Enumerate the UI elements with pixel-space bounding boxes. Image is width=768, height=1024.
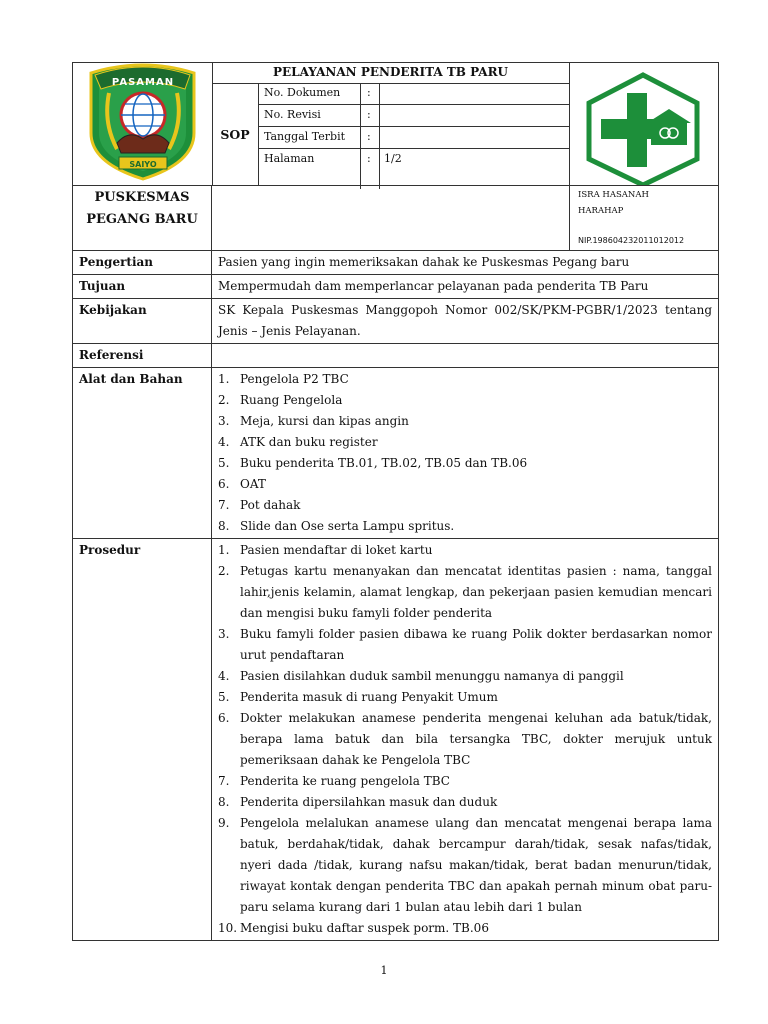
doc-field-label: No. Dokumen <box>264 86 341 99</box>
row-key: Alat dan Bahan <box>73 368 212 538</box>
row-key: Kebijakan <box>73 299 212 343</box>
list-item: 1. Pengelola P2 TBC <box>218 372 349 386</box>
logo-bottom-text: SAIYO <box>129 160 157 169</box>
list-item: 6. Dokter melakukan anamese penderita mengenai keluhan ada batuk/tidak, berapa lama batuk dan bila tersangka TBC, dokter merujuk untuk pemeriksaan dahak ke Pengelola TBC <box>218 711 712 767</box>
doc-field-separator: : <box>360 127 380 148</box>
header-second-row <box>72 185 719 251</box>
doc-field-label: No. Revisi <box>264 108 321 121</box>
row-value <box>212 368 718 538</box>
list-item: 6. OAT <box>218 477 266 491</box>
list-item: 4. ATK dan buku register <box>218 435 378 449</box>
list-item: 5. Buku penderita TB.01, TB.02, TB.05 dan TB.06 <box>218 456 528 470</box>
organization-line-2: PEGANG BARU <box>86 212 198 227</box>
list-item: 7. Penderita ke ruang pengelola TBC <box>218 774 450 788</box>
pasaman-regency-logo <box>73 63 212 185</box>
signer-name-line-2: HARAHAP <box>578 206 624 216</box>
header-table <box>72 62 719 186</box>
list-item: 10. Mengisi buku daftar suspek porm. TB.06 <box>218 921 489 935</box>
doc-field-label: Halaman <box>264 152 315 165</box>
row-value: Pasien yang ingin memeriksakan dahak ke Puskesmas Pegang baru <box>218 255 630 269</box>
document-info-cell <box>212 63 570 185</box>
doc-field-row <box>258 105 569 127</box>
row-key: Pengertian <box>73 251 212 274</box>
row-value: SK Kepala Puskesmas Manggopoh Nomor 002/SK/PKM-PGBR/1/2023 tentang Jenis – Jenis Pelayanan. <box>218 303 712 338</box>
row-key: Prosedur <box>73 539 212 940</box>
list-item: 3. Buku famyli folder pasien dibawa ke ruang Polik dokter berdasarkan nomor urut pendaftaran <box>218 627 712 662</box>
row-value: Mempermudah dam memperlancar pelayanan pada penderita TB Paru <box>218 279 649 293</box>
row-prosedur <box>73 538 718 940</box>
doc-field-separator: : <box>360 105 380 126</box>
row-tujuan <box>73 274 718 298</box>
list-item: 1. Pasien mendaftar di loket kartu <box>218 543 433 557</box>
row-kebijakan <box>73 298 718 343</box>
doc-field-separator: : <box>360 149 380 189</box>
document-fields <box>258 83 569 189</box>
sop-label: SOP <box>212 83 259 185</box>
doc-field-separator: : <box>360 83 380 104</box>
alat-list <box>218 369 712 537</box>
row-value <box>212 344 718 367</box>
doc-field-value: 1/2 <box>384 152 402 165</box>
list-item: 3. Meja, kursi dan kipas angin <box>218 414 409 428</box>
doc-field-label: Tanggal Terbit <box>264 130 346 143</box>
row-pengertian <box>73 250 718 274</box>
puskesmas-logo <box>569 63 718 185</box>
list-item: 2. Ruang Pengelola <box>218 393 343 407</box>
doc-field-row <box>258 127 569 149</box>
document-title: PELAYANAN PENDERITA TB PARU <box>212 65 569 84</box>
puskesmas-logo-cell <box>569 63 718 185</box>
row-value <box>212 539 718 940</box>
row-key: Referensi <box>73 344 212 367</box>
doc-field-row <box>258 83 569 105</box>
organization-line-1: PUSKESMAS <box>94 190 190 205</box>
list-item: 4. Pasien disilahkan duduk sambil menunggu namanya di panggil <box>218 669 624 683</box>
signer-block <box>578 187 718 249</box>
prosedur-list <box>218 540 712 939</box>
signer-name-line-1: ISRA HASANAH <box>578 190 649 200</box>
list-item: 2. Petugas kartu menanyakan dan mencatat identitas pasien : nama, tanggal lahir,jenis kelamin, alamat lengkap, dan pekerjaan pasien kemudian mencari dan mengisi buku famyli folder penderita <box>218 564 712 620</box>
signer-nip: NIP.198604232011012012 <box>578 236 685 245</box>
blank-cell <box>212 185 570 250</box>
page-number: 1 <box>380 964 388 977</box>
list-item: 7. Pot dahak <box>218 498 301 512</box>
doc-field-row <box>258 149 569 189</box>
sop-body-table <box>72 250 719 941</box>
organization-name <box>73 185 212 250</box>
row-key: Tujuan <box>73 275 212 298</box>
row-alat-dan-bahan <box>73 367 718 538</box>
list-item: 5. Penderita masuk di ruang Penyakit Umum <box>218 690 498 704</box>
list-item: 8. Slide dan Ose serta Lampu spritus. <box>218 519 455 533</box>
logo-top-text: PASAMAN <box>111 77 175 88</box>
list-item: 8. Penderita dipersilahkan masuk dan duduk <box>218 795 498 809</box>
row-referensi <box>73 343 718 367</box>
regency-logo-cell <box>73 63 213 185</box>
list-item: 9. Pengelola melalukan anamese ulang dan mencatat mengenai berapa lama batuk, berdahak/tidak, dahak bercampur darah/tidak, sesak nafas/tidak, nyeri dada /tidak, kurang nafsu makan/tidak, berat badan menurun/tidak, riwayat kontak dengan penderita TBC dan apakah pernah minum obat paru-paru selama kurang dari 1 bulan atau lebih dari 1 bulan <box>218 816 712 914</box>
